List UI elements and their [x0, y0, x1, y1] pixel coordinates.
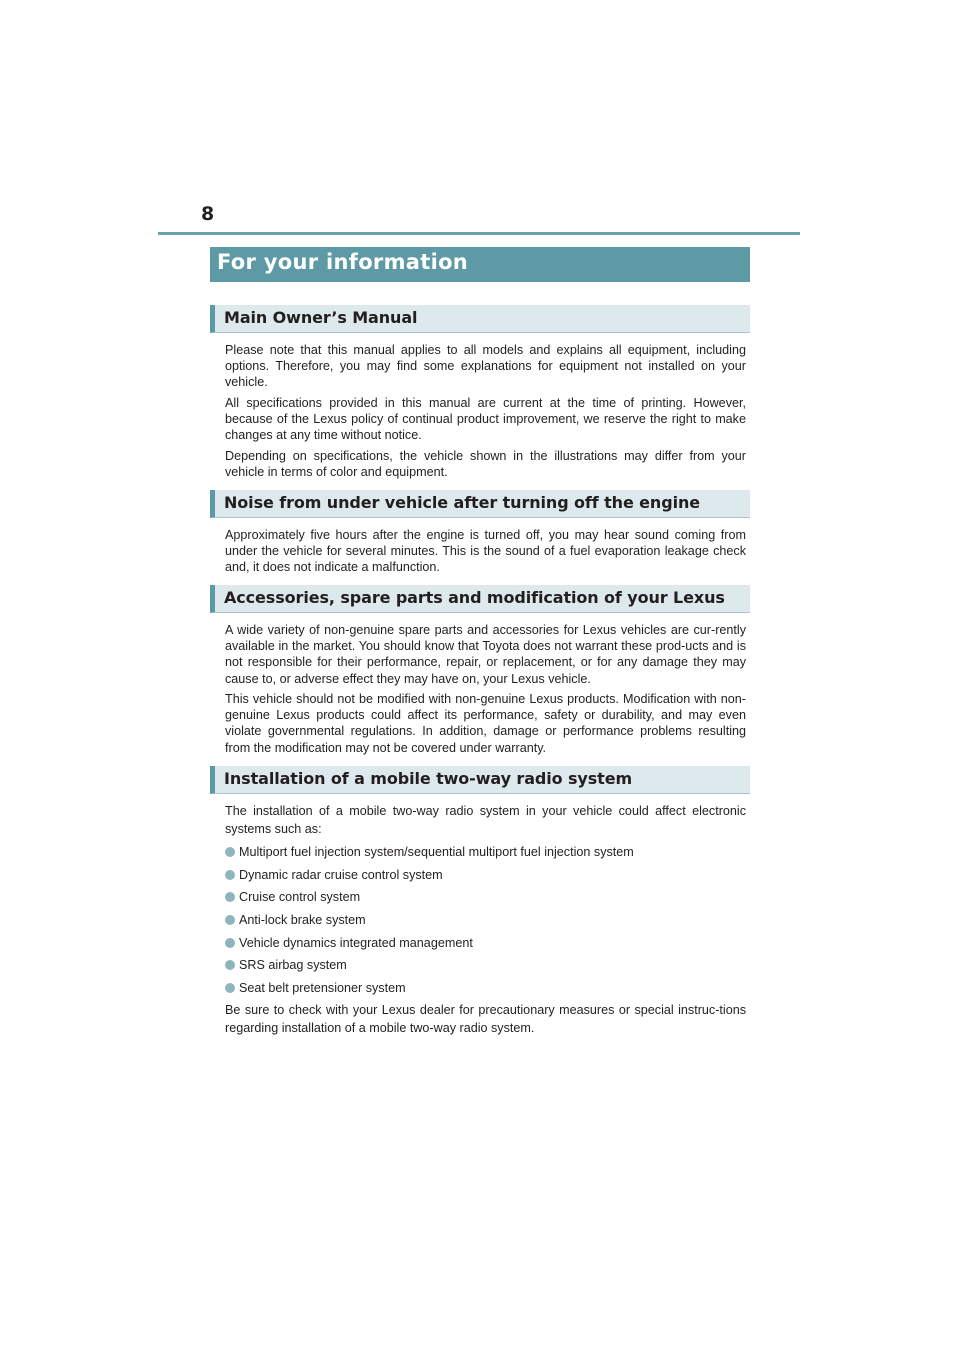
section-header-radio	[210, 766, 750, 794]
bullet-icon	[225, 915, 235, 925]
list-item	[225, 841, 746, 864]
main-title-bar	[210, 247, 750, 282]
bullet-icon	[225, 960, 235, 970]
list-item	[225, 977, 746, 1000]
paragraph: Depending on specifications, the vehicle shown in the illustrations may differ from your vehicle in terms of color and equipment.	[225, 449, 746, 480]
list-item-text: Dynamic radar cruise control system	[239, 867, 443, 882]
list-item-text: Seat belt pretensioner system	[239, 980, 406, 995]
section-heading: Installation of a mobile two-way radio system	[224, 769, 633, 788]
list-item	[225, 954, 746, 977]
bullet-icon	[225, 983, 235, 993]
list-item-text: Vehicle dynamics integrated management	[239, 935, 473, 950]
paragraph: Be sure to check with your Lexus dealer for precautionary measures or special instruc-tions regarding installation of a mobile two-way radio system.	[225, 1003, 746, 1035]
list-item-text: Anti-lock brake system	[239, 913, 366, 928]
section-heading: Main Owner’s Manual	[224, 308, 418, 327]
list-item	[225, 886, 746, 909]
paragraph: All specifications provided in this manual are current at the time of printing. However, because of the Lexus policy of continual product improvement, we reserve the right to make changes at any time without notice.	[225, 396, 746, 443]
bullet-icon	[225, 892, 235, 902]
list-item-text: SRS airbag system	[239, 958, 347, 973]
top-rule	[158, 232, 800, 235]
page-number: 8	[201, 203, 215, 225]
paragraph: Please note that this manual applies to all models and explains all equipment, including options. Therefore, you may find some explanations for equipment not installed on your vehicle.	[225, 343, 746, 390]
list-item-text: Cruise control system	[239, 890, 361, 905]
main-title: For your information	[217, 250, 469, 274]
paragraph: A wide variety of non-genuine spare parts and accessories for Lexus vehicles are cur-rently available in the market. You should know that Toyota does not warrant these prod-ucts and is not responsible for their performance, repair, or replacement, or for any damage they may cause to, or adverse effect they may have on, your Lexus vehicle.	[225, 623, 746, 686]
section-heading: Noise from under vehicle after turning off the engine	[224, 493, 700, 512]
list-item	[225, 864, 746, 887]
list-item-text: Multiport fuel injection system/sequential multiport fuel injection system	[239, 845, 634, 860]
bullet-icon	[225, 847, 235, 857]
list-item	[225, 909, 746, 932]
list-item	[225, 931, 746, 954]
paragraph: This vehicle should not be modified with non-genuine Lexus products. Modification with non-genuine Lexus products could affect its performance, safety or durability, and may even violate governmental regulations. In addition, damage or performance problems resulting from the modification may not be covered under warranty.	[225, 692, 746, 755]
section-header-noise	[210, 490, 750, 518]
paragraph: Approximately five hours after the engine is turned off, you may hear sound coming from under the vehicle for several minutes. This is the sound of a fuel evaporation leakage check and, it does not indicate a malfunction.	[225, 528, 746, 575]
section-header-main-manual	[210, 305, 750, 333]
bullet-icon	[225, 938, 235, 948]
section-header-accessories	[210, 585, 750, 613]
bullet-list	[225, 841, 746, 999]
bullet-icon	[225, 870, 235, 880]
section-heading: Accessories, spare parts and modification of your Lexus	[224, 588, 725, 607]
paragraph: The installation of a mobile two-way radio system in your vehicle could affect electronic systems such as:	[225, 804, 746, 836]
